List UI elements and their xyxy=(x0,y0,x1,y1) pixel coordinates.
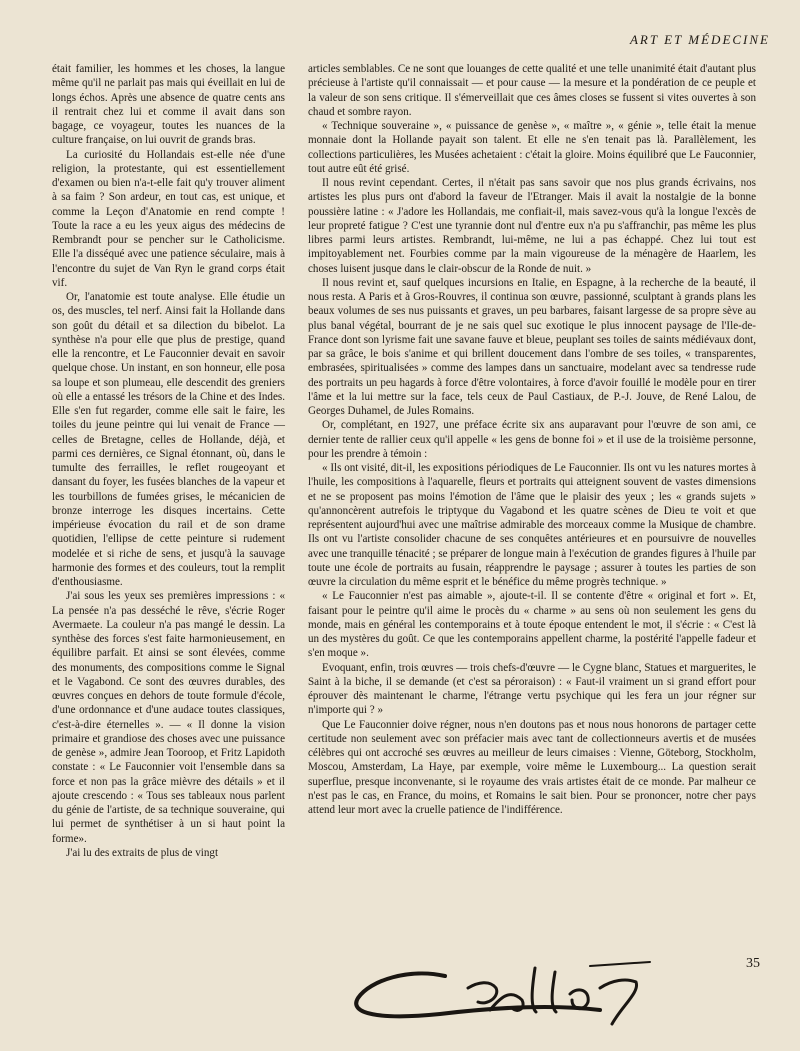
paragraph: J'ai lu des extraits de plus de vingt xyxy=(66,846,219,859)
paragraph: J'ai sous les yeux ses premières impressions : « La pensée n'a pas desséché le rêve, s'écrie Roger Avermaete. La couleur n'a pas mangé le dessin. La synthèse des forces s'est faite harmonieusement, en équilibre parfait. Et ainsi se sont élevées, comme des monuments, des compositions comme le Signal et le Vagabond. Ce sont des œuvres durables, des œuvres conçues en dehors de toute formule d'école, d'une ordonnance et d'une audace toutes classiques, c'est-à-dire éternelles ». — « Il donne la vision primaire et grandiose des choses avec une puissance de genèse », admire Jean Tooroop, et Fritz Lapidoth constate : « Le Fauconnier voit l'ensemble dans sa force et non pas la grâce mièvre des détails » et il ajoute crescendo : « Tous ses tableaux nous parlent du génie de l'artiste, de sa technique souveraine, qui lui permet de synthétiser à un si haut point la forme». xyxy=(52,590,285,845)
paragraph: « Technique souveraine », « puissance de genèse », « maître », « génie », telle était la menue monnaie dont la Hollande payait son talent. Et elle ne s'en tenait pas là. Parallèlement, les collections particulières, les Musées achetaient : c'était la gloire. Moins équilibré que Le Fauconnier, tout autre eût été grisé. xyxy=(308,120,756,175)
paragraph: Il nous revint et, sauf quelques incursions en Italie, en Espagne, à la recherche de la beauté, il nous resta. A Paris et à Gros-Rouvres, il continua son œuvre, passionné, sculptant à grands plans les beaux volumes de ses nus puissants et graves, un peu barbares, faisant largesse de sa propre sève au plus banal végétal, bourrant de je ne sais quel suc exotique le plus innocent paysage de l'Ile-de-France dont son lyrisme fait une savane fauve et bleue, peuplant ses toiles de saints médiévaux dont, par sa grâce, le bois s'anime et qui brillent doucement dans l'ombre de ses toiles, « transparentes, embrasées, spiritualisées » comme des lampes dans un sanctuaire, modelant avec sa tendresse rude des portraits un peu hagards à force d'être volontaires, à force d'avoir fouillé le modèle pour en tirer l'âme et la lui mettre sur la face, tels ceux de Paul Castiaux, de P.-J. Jouve, de René Lalou, de Georges Duhamel, de Jules Romains. xyxy=(308,276,756,417)
paragraph: Il nous revint cependant. Certes, il n'était pas sans savoir que nos plus grands écrivains, nos artistes les plus purs ont d'abord la faveur de l'Etranger. Mais il avait la nostalgie de la bonne poussière latine : « J'adore les Hollandais, me confiait-il, mais savez-vous qu'à la longue l'excès de leur propreté fatigue ? C'est une tyrannie dont nul d'entre eux n'a pu s'affranchir, pas même les plus libres parmi leurs artistes. Rembrandt, lui-même, ne lui a pas échappé. Chez lui tout est impitoyablement net. Fourbies comme par la main vigoureuse de la ménagère de Haarlem, les choses luisent jusque dans le clair-obscur de la Ronde de nuit. » xyxy=(308,177,756,275)
right-column xyxy=(308,62,756,817)
paragraph: « Le Fauconnier n'est pas aimable », ajoute-t-il. Il se contente d'être « original et fort ». Et, faisant pour le peintre qu'il aime le procès du « charme » au sens où non seulement les gens du monde, mais en général les contemporains et à toute époque entendent le mot, il s'écrie : « C'est là un des mystères du goût. Ce que les contemporains appellent charme, la postérité l'appelle fadeur et s'en moque ». xyxy=(308,590,756,660)
paragraph: était familier, les hommes et les choses, la langue même qu'il ne parlait pas mais qui éveillait en lui de longs échos. Après une absence de quatre cents ans il rentrait chez lui et comme il avait dans son bagage, ce voyageur, toutes les nuances de la culture française, on lui ouvrit de grands bras. xyxy=(52,63,285,147)
paragraph: La curiosité du Hollandais est-elle née d'une religion, la protestante, qui est essentiellement d'examen ou bien n'a-t-elle fait qu'y trouver aliment à sa faim ? Son ardeur, en tout cas, est unique, et comme la Leçon d'Anatomie en rend compte ! Toute la race a eu les yeux aigus des médecins de Rembrandt pour se pencher sur le Catholicisme. Elle l'a disséqué avec une patience séculaire, mais à l'encontre du sujet de Van Ryn le grand corps était vif. xyxy=(52,148,285,289)
paragraph: Or, l'anatomie est toute analyse. Elle étudie un os, des muscles, tel nerf. Ainsi fait la Hollande dans son goût du détail et sa dilection du bibelot. La synthèse n'a pour elle que plus de prestige, quand elle la rencontre, et Le Fauconnier devait en savoir quelque chose. Un instant, en son honneur, elle posa sa loupe et son plumeau, elle descendit des greniers où elle a entassé les trésors de la Chine et des Indes. Elle s'en fut regarder, comme elle sait le faire, les toiles du jeune peintre qui lui venait de France — celles de Bretagne, celles de Hollande, déjà, et parmi ces dernières, ce Signal étonnant, où, dans le tumulte des ferrailles, le reflet rougeoyant et dansant du foyer, les fusées blanches de la vapeur et les tourbillons de fumées grises, le mécanicien de bronze interroge les disques incertains. Cette impérieuse évocation du rail et de son drame quotidien, l'ellipse de cette peinture si rudement modelée et si riche de sens, et jusqu'à la sauvage harmonie des formes et des couleurs, tout la remplit d'enthousiasme. xyxy=(52,291,285,588)
paragraph: Or, complétant, en 1927, une préface écrite six ans auparavant pour l'œuvre de son ami, ce dernier tente de rallier ceux qu'il appelle « les gens de bonne foi » et il use de la troisième personne, pour les prendre à témoin : xyxy=(308,419,756,460)
running-head: ART ET MÉDECINE xyxy=(629,32,770,47)
paragraph: Que Le Fauconnier doive régner, nous n'en doutons pas et nous nous honorons de partager cette certitude non seulement avec son préfacier mais avec tant de collectionneurs avertis et de musées célèbres qui ont accroché ses œuvres au meilleur de leurs cimaises : Vienne, Göteborg, Stockholm, Moscou, Amsterdam, La Haye, par exemple, voire même le Luxembourg... La question serait superflue, presque inconvenante, si le royaume des vrais artistes était de ce monde. Par malheur ce n'est pas le cas, en France, du moins, et Romains le sait bien. Pour se prononcer, notre cher pays attend leur mort avec la cruelle patience de l'indifférence. xyxy=(308,718,756,816)
paragraph: « Ils ont visité, dit-il, les expositions périodiques de Le Fauconnier. Ils ont vu les natures mortes à l'huile, les compositions à l'aquarelle, fleurs et portraits qui atteignent souvent de vastes dimensions et ne se proposent pas moins l'émotion de l'âme que le plaisir des yeux ; les « grands sujets » qu'annoncèrent autrefois le triptyque du Vagabond et les quatre scènes de Dieu te voit et que représentent aujourd'hui avec une maîtrise admirable des morceaux comme la Musique de chambre. Ils ont vu l'artiste consolider chacune de ses conquêtes antérieures et en poursuivre de nouvelles avec une tranquille ténacité ; se préparer de longue main à l'exécution de grandes figures à l'huile par toute une école de portraits au fusain, réapprendre le paysage ; assurer à toutes les parties de son œuvre la circulation du même esprit et le bénéfice du même progrès technique. » xyxy=(308,462,756,588)
page-number: 35 xyxy=(746,956,760,971)
author-signature xyxy=(350,958,680,1030)
left-column xyxy=(52,62,285,860)
paragraph: Evoquant, enfin, trois œuvres — trois chefs-d'œuvre — le Cygne blanc, Statues et marguerites, le Saint à la biche, il se demande (et c'est sa péroraison) : « Faut-il vraiment un si grand effort pour éprouver dès maintenant le charme, l'étrange vertu psychique qui les fera un jour régner sur n'importe qui ? » xyxy=(308,661,756,717)
paragraph: articles semblables. Ce ne sont que louanges de cette qualité et une telle unanimité était d'autant plus précieuse à l'artiste qu'il connaissait — et pour cause — la mesure et la pondération de ce peuple et la valeur de son sens critique. Il s'émerveillait que ces âmes closes se fussent si vites ouvertes à son chaud et sombre rayon. xyxy=(308,63,756,118)
